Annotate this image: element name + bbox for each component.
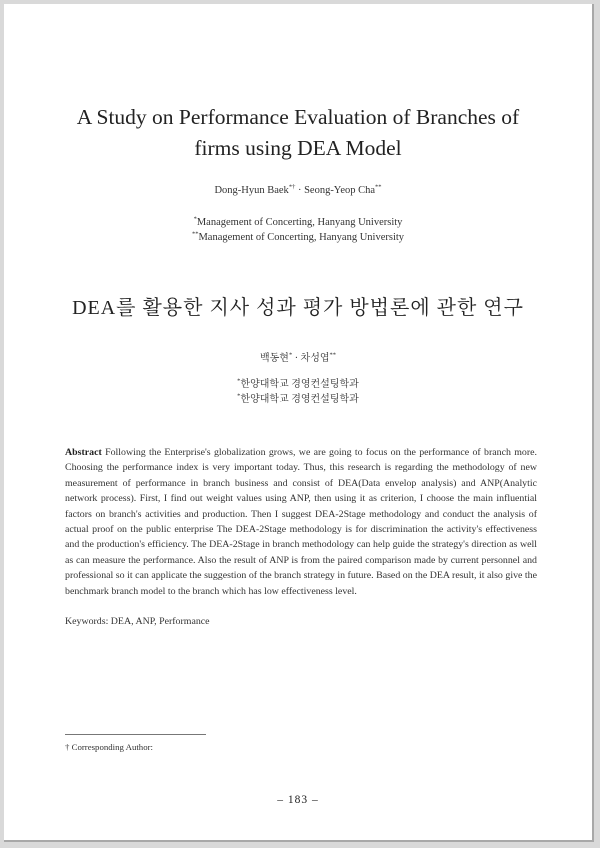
- affiliations-ko: [4, 377, 592, 407]
- affiliation-ko-2: [4, 392, 592, 407]
- affiliation-text: Management of Concerting, Hanyang University: [196, 217, 403, 228]
- author-1-marks-ko: *: [288, 351, 293, 359]
- author-1-name-ko: 백동현: [259, 353, 289, 364]
- affiliation-mark: *: [237, 392, 241, 400]
- author-1-marks: *†: [288, 183, 296, 191]
- paper-title-en: [4, 102, 592, 164]
- title-en-line-1: A Study on Performance Evaluation of Branches of: [76, 105, 520, 129]
- author-2-name-ko: 차성엽: [300, 353, 330, 364]
- author-separator: ·: [295, 185, 305, 196]
- affiliation-mark: *: [237, 377, 241, 385]
- authors-en: [4, 185, 592, 196]
- page-number: – 183 –: [277, 794, 319, 806]
- abstract: [65, 445, 537, 599]
- paper-page: [4, 4, 594, 842]
- affiliation-ko-1: [4, 377, 592, 392]
- author-1-name: Dong-Hyun Baek: [214, 185, 289, 196]
- author-2-name: Seong-Yeop Cha: [304, 185, 376, 196]
- affiliation-mark: *: [193, 215, 197, 223]
- affiliation-en-1: [4, 215, 592, 230]
- affiliation-text: 한양대학교 경영컨설팅학과: [240, 379, 359, 390]
- footnote-divider: [65, 734, 206, 735]
- author-2-marks-ko: **: [329, 351, 337, 359]
- author-2-marks: **: [375, 183, 382, 191]
- affiliation-en-2: [4, 230, 592, 245]
- keywords: Keywords: DEA, ANP, Performance: [65, 616, 210, 627]
- title-en-line-2: firms using DEA Model: [194, 136, 402, 160]
- footnote: † Corresponding Author:: [65, 742, 153, 752]
- affiliation-text: Management of Concerting, Hanyang University: [198, 232, 405, 243]
- paper-title-ko: DEA를 활용한 지사 성과 평가 방법론에 관한 연구: [72, 297, 524, 319]
- author-separator-ko: ·: [292, 353, 301, 364]
- affiliations-en: [4, 215, 592, 245]
- affiliation-mark: **: [191, 230, 199, 238]
- affiliation-text: 한양대학교 경영컨설팅학과: [240, 394, 359, 405]
- abstract-text: Following the Enterprise's globalization grows, we are going to focus on the performance of branch more. Choosing the performance index is very important today. Thus, this research is regarding the methodology of new measurement of performance in branch business and consist of DEA(Data envelop analysis) and ANP(Analytic network process). First, I find out weight values using ANP, then using it as criterion, I choose the main influential factors on branch's activities and production. Then I suggest DEA-2Stage methodology and conduct the analysis of actual proof on the public enterprise The DEA-2Stage methodology is for discrimination the activity's effectiveness and the production's efficiency. The DEA-2Stage in branch methodology can help guide the strategy's direction as well as can measure the performance. Also the result of ANP is from the paired comparison made by current personnel and professional so it can applicate the suggestion of the branch strategy in future. Based on the DEA result, it also give the benchmark branch model to the branch which has low effectiveness level.: [65, 447, 537, 597]
- authors-ko: [4, 349, 592, 364]
- abstract-label: Abstract: [65, 447, 102, 458]
